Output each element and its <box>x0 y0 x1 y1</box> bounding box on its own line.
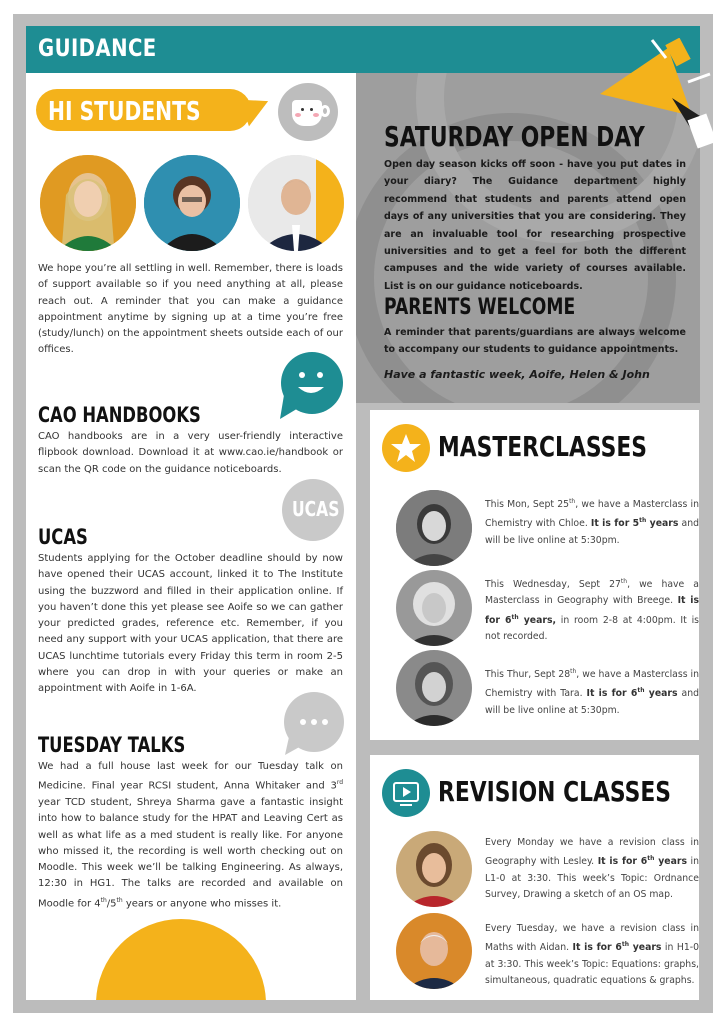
person-avatar-icon <box>396 831 472 907</box>
sup: th <box>511 613 519 621</box>
text-part: This Wednesday, Sept 27 <box>485 579 621 591</box>
revision-box <box>370 755 699 1000</box>
text-part: Every Monday we have a revision class in Geography with Lesley. <box>485 837 699 868</box>
page-title: GUIDANCE <box>38 34 157 62</box>
text-part: and will be live online at 5:30pm. <box>485 518 699 546</box>
text-part: , we have a Masterclass in Geography with Breege. <box>485 579 699 607</box>
tuesday-sup: th <box>100 896 107 904</box>
sup: th <box>647 855 655 863</box>
staff-photo-1 <box>40 155 136 251</box>
sup: th <box>621 941 629 949</box>
masterclass-2-text <box>485 574 699 645</box>
person-avatar-icon <box>396 570 472 646</box>
bold-part: years <box>644 688 678 700</box>
text-part: , we have a Masterclass in Chemistry with Chloe. <box>485 499 699 530</box>
bold-part: years <box>654 856 687 868</box>
teacher-photo-lesley <box>396 831 472 907</box>
bold-part: years <box>628 942 662 954</box>
welcome-text: We hope you’re all settling in well. Remember, there is loads of support available so if you need anything at all, please reach out. A reminder that you can make a guidance appointment anytime by signing up at a time you’re free (study/lunch) on the appointment sheets outside each of our offices. <box>38 263 343 356</box>
person-avatar-icon <box>40 155 136 251</box>
ucas-badge-label: UCAS <box>292 497 340 521</box>
teacher-photo-aidan <box>396 913 472 989</box>
text-part: in L1-0 at 3:30. This week’s Topic: Ordnance Survey, Drawing a sketch of an OS map. <box>485 856 699 900</box>
text-part: and will be live online at 5:30pm. <box>485 688 699 716</box>
video-lesson-icon <box>382 769 430 817</box>
revision-1-text <box>485 835 699 903</box>
mug-cheek-left <box>295 113 301 117</box>
cao-text: CAO handbooks are in a very user-friendly interactive flipbook download. Download it at www.cao.ie/handbook or scan the QR code on the guidance noticeboards. <box>38 431 343 475</box>
sup: th <box>620 578 628 585</box>
sup: th <box>639 517 647 525</box>
revision-badge <box>382 769 430 817</box>
revision-2-text <box>485 921 699 989</box>
person-avatar-icon <box>396 490 472 566</box>
bold-part: It is for 6 <box>586 688 638 700</box>
mug-eye-right <box>310 108 313 111</box>
text-part: This Mon, Sept 25 <box>485 499 570 511</box>
bold-part: years, <box>518 614 557 626</box>
sup: th <box>570 668 577 675</box>
masterclass-3-text <box>485 664 699 719</box>
sup: th <box>569 498 576 505</box>
mug-cheek-right <box>313 113 319 117</box>
mug-handle <box>320 105 330 117</box>
person-avatar-icon <box>396 650 472 726</box>
hi-title: HI STUDENTS <box>48 97 201 127</box>
tuesday-text-part: /5 <box>106 898 117 910</box>
star-badge <box>382 424 430 472</box>
tuesday-text-part: year TCD student, Shreya Sharma gave a fantastic insight into how to balance study for the HPAT and Leaving Cert as well as what life as a med student is really like. For anyone who missed it, the recording is well worth checking out on Moodle. This week we’ll be talking Engineering. As always, 12:30 in HG1. The talks are recorded and available on Moodle for 4 <box>38 796 343 910</box>
smiley-bubble-icon <box>278 351 344 421</box>
open-day-text: Open day season kicks off soon - have you put dates in your diary? The Guidance department highly recommend that students and parents attend open days of any universities that you are considering. They are an invaluable tool for researching prospective universities and to get a feel for both the different campuses and the wide variety of courses available. List is on our guidance noticeboards. <box>384 159 686 292</box>
tuesday-text-part: We had a full house last week for our Tuesday talk on Medicine. Final year RCSI student, Anna Whitaker and 3 <box>38 761 343 792</box>
ucas-text: Students applying for the October deadline should by now have opened their UCAS account, linked it to The Institute using the buzzword and filled in their application online. If you haven’t done this yet please see Aoife so we can gather your predicted grades, reference etc. Remember, if you need any support with your UCAS application, that there are UCAS lunchtime tutorials every Friday this term in room 2-5 where you can drop in with your queries or make an appointment with Aoife in 1-6A. <box>38 553 343 695</box>
tuesday-sup: rd <box>336 779 343 787</box>
masterclasses-box <box>370 410 699 740</box>
masterclass-1-text <box>485 494 699 549</box>
parents-title: PARENTS WELCOME <box>384 295 576 320</box>
open-day-title: SATURDAY OPEN DAY <box>384 120 645 153</box>
parents-text: A reminder that parents/guardians are always welcome to accompany our students to guidance appointments. <box>384 327 686 356</box>
text-part: in H1-0 at 3:30. This week’s Topic: Equations: graphs, simultaneous, quadratic equations & graphs. <box>485 942 700 986</box>
signoff: Have a fantastic week, Aoife, Helen & John <box>384 368 650 381</box>
ucas-badge <box>282 479 344 541</box>
text-part: in room 2-8 at 4:00pm. It is not recorded. <box>485 614 699 643</box>
person-avatar-icon <box>248 155 344 251</box>
bold-part: years <box>646 518 679 530</box>
text-part: Every Tuesday, we have a revision class in Maths with Aidan. <box>485 923 699 954</box>
text-part: This Thur, Sept 28 <box>485 669 571 681</box>
star-icon <box>382 424 430 472</box>
staff-photo-3 <box>248 155 344 251</box>
bold-part: It is for 6 <box>485 595 699 626</box>
chat-bubble-icon <box>281 691 345 757</box>
tuesday-text-part: years or anyone who misses it. <box>122 898 282 910</box>
person-avatar-icon <box>144 155 240 251</box>
bold-part: It is for 6 <box>572 942 622 954</box>
teacher-photo-chloe <box>396 490 472 566</box>
teacher-photo-breege <box>396 570 472 646</box>
cao-title: CAO HANDBOOKS <box>38 403 201 427</box>
tuesday-title: TUESDAY TALKS <box>38 733 186 757</box>
staff-photo-2 <box>144 155 240 251</box>
mug-eye-left <box>301 108 304 111</box>
ucas-title: UCAS <box>38 525 88 549</box>
bold-part: It is for 6 <box>597 856 648 868</box>
left-column <box>26 73 356 1000</box>
tuesday-text <box>38 759 343 912</box>
teacher-photo-tara <box>396 650 472 726</box>
mug-icon <box>278 83 338 141</box>
person-avatar-icon <box>396 913 472 989</box>
masterclasses-title: MASTERCLASSES <box>438 430 647 463</box>
tuesday-sup: th <box>116 896 123 904</box>
mug-body <box>292 100 322 126</box>
bold-part: It is for 5 <box>590 518 640 530</box>
decorative-sun <box>96 919 266 1000</box>
sup: th <box>637 687 645 695</box>
text-part: , we have a Masterclass in Chemistry with Tara. <box>485 669 699 700</box>
revision-title: REVISION CLASSES <box>438 775 672 808</box>
